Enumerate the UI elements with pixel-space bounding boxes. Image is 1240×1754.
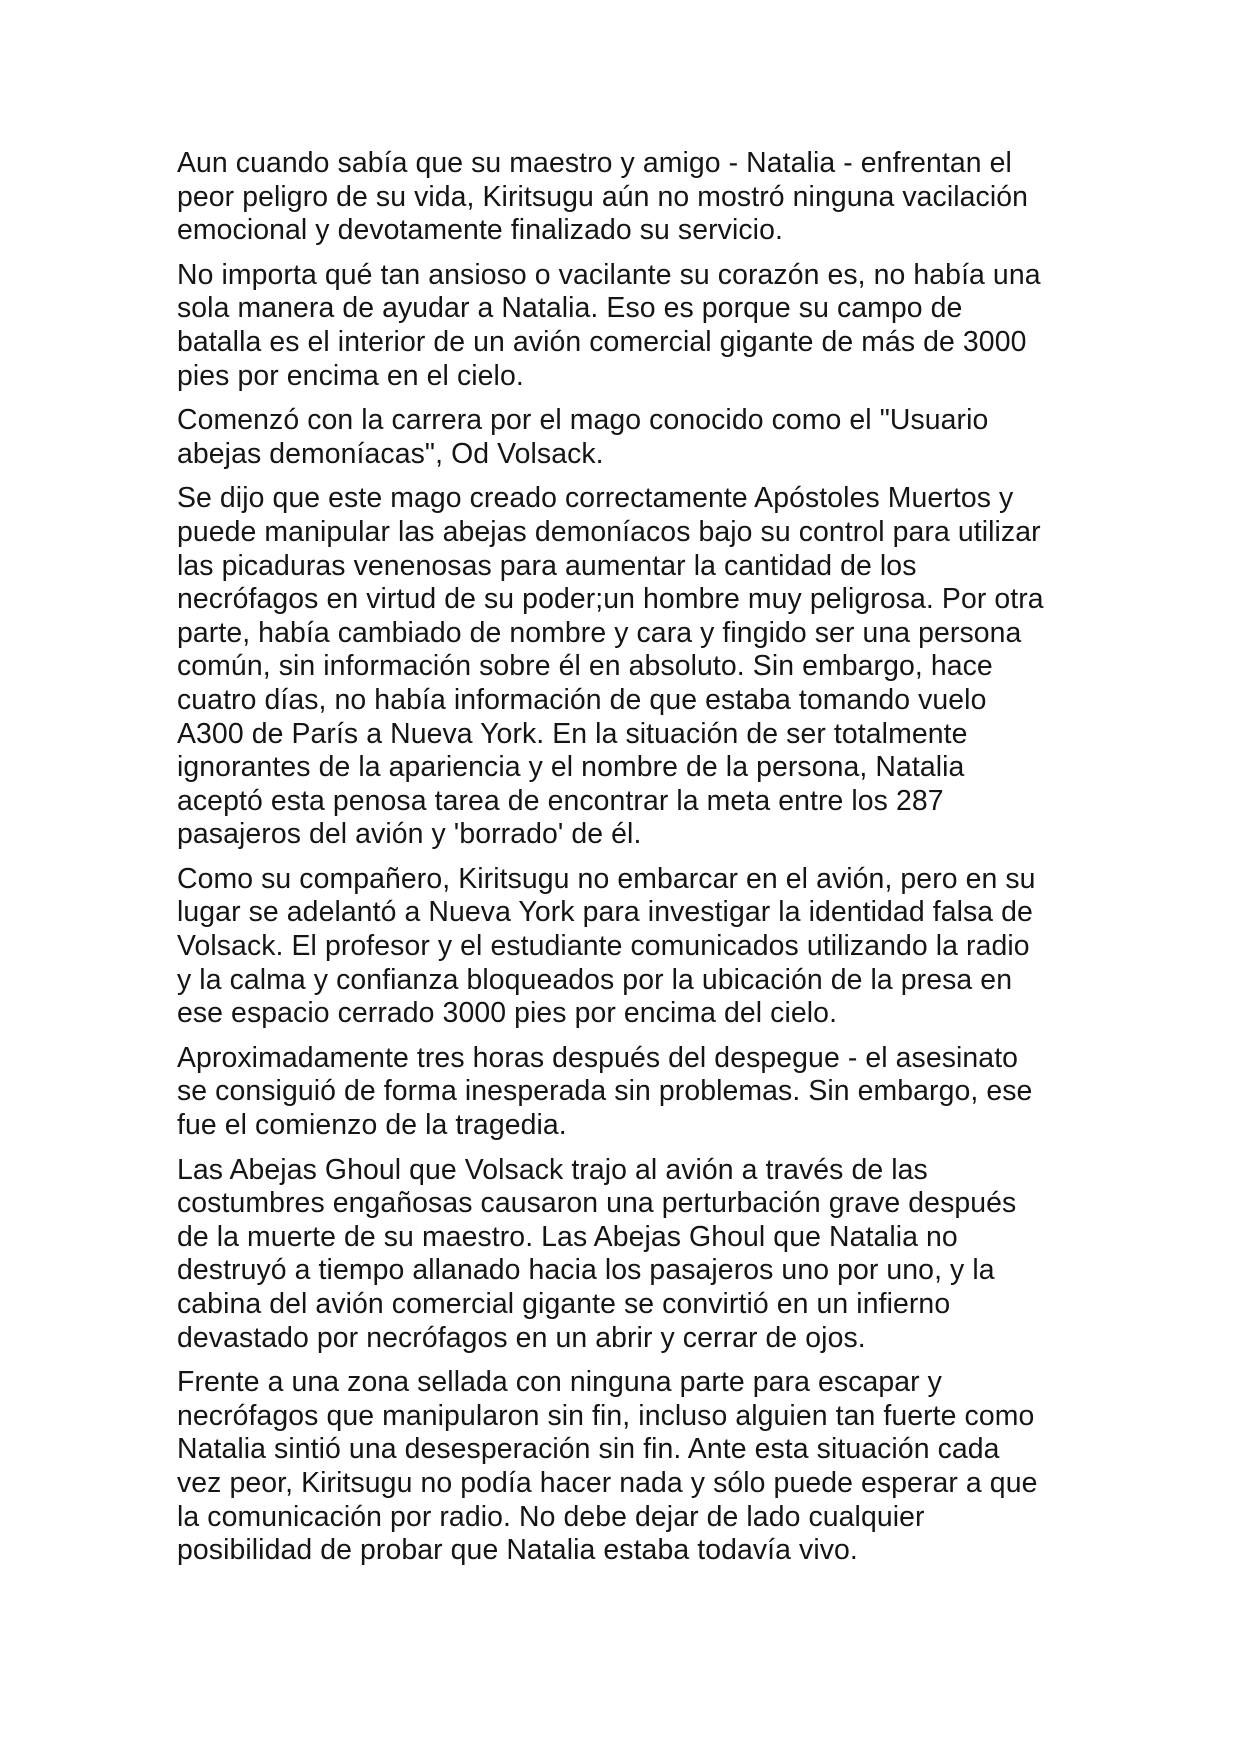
text-line: las picaduras venenosas para aumentar la cantidad de los (177, 549, 917, 582)
paragraph (177, 259, 1077, 393)
text-line: cabina del avión comercial gigante se convirtió en un infierno (177, 1288, 951, 1320)
text-line: se consiguió de forma inesperada sin problemas. Sin embargo, ese (177, 1075, 1033, 1108)
text-line: Frente a una zona sellada con ninguna parte para escapar y (177, 1366, 942, 1399)
text-line: batalla es el interior de un avión comercial gigante de más de 3000 (177, 325, 1027, 358)
text-line: No importa qué tan ansioso o vacilante su corazón es, no había una (177, 258, 1041, 291)
paragraph (177, 863, 1077, 1031)
document-body (177, 147, 1077, 1579)
text-line: vez peor, Kiritsugu no podía hacer nada y sólo puede esperar a que (177, 1466, 1038, 1499)
text-line: costumbres engañosas causaron una perturbación grave después (177, 1187, 1017, 1220)
text-line: ese espacio cerrado 3000 pies por encima del cielo. (177, 997, 838, 1030)
text-line: ignorantes de la apariencia y el nombre de la persona, Natalia (177, 751, 965, 784)
paragraph (177, 1366, 1077, 1568)
text-line: de la muerte de su maestro. Las Abejas Ghoul que Natalia no (177, 1220, 958, 1253)
text-line: fue el comienzo de la tragedia. (177, 1109, 567, 1142)
text-line: sola manera de ayudar a Natalia. Eso es porque su campo de (177, 292, 963, 325)
text-line: cuatro días, no había información de que estaba tomando vuelo (177, 683, 987, 716)
paragraph (177, 1154, 1077, 1356)
text-line: Como su compañero, Kiritsugu no embarcar en el avión, pero en su (177, 862, 1036, 895)
text-line: pasajeros del avión y 'borrado' de él. (177, 818, 642, 851)
text-line: lugar se adelantó a Nueva York para investigar la identidad falsa de (177, 896, 1033, 929)
text-line: y la calma y confianza bloqueados por la ubicación de la presa en (177, 963, 1013, 996)
text-line: abejas demoníacas", Od Volsack. (177, 437, 604, 470)
text-line: Comenzó con la carrera por el mago conocido como el "Usuario (177, 404, 989, 437)
text-line: posibilidad de probar que Natalia estaba todavía vivo. (177, 1534, 858, 1567)
text-line: A300 de París a Nueva York. En la situación de ser totalmente (177, 717, 968, 750)
text-line: común, sin información sobre él en absoluto. Sin embargo, hace (177, 650, 993, 683)
paragraph (177, 404, 1077, 471)
paragraph (177, 482, 1077, 852)
paragraph (177, 147, 1077, 248)
text-line: Aun cuando sabía que su maestro y amigo - Natalia - enfrentan el (177, 147, 1012, 179)
paragraph (177, 1042, 1077, 1143)
text-line: destruyó a tiempo allanado hacia los pasajeros uno por uno, y la (177, 1254, 995, 1287)
text-line: aceptó esta penosa tarea de encontrar la meta entre los 287 (177, 784, 944, 817)
text-line: devastado por necrófagos en un abrir y cerrar de ojos. (177, 1321, 866, 1354)
text-line: la comunicación por radio. No debe dejar de lado cualquier (177, 1500, 925, 1533)
text-line: Volsack. El profesor y el estudiante comunicados utilizando la radio (177, 930, 1030, 963)
text-line: emocional y devotamente finalizado su servicio. (177, 214, 783, 247)
text-line: puede manipular las abejas demoníacos bajo su control para utilizar (177, 515, 1041, 548)
text-line: pies por encima en el cielo. (177, 359, 524, 392)
text-line: peor peligro de su vida, Kiritsugu aún no mostró ninguna vacilación (177, 180, 1029, 213)
text-line: Aproximadamente tres horas después del despegue - el asesinato (177, 1041, 1019, 1074)
text-line: Las Abejas Ghoul que Volsack trajo al avión a través de las (177, 1153, 928, 1186)
text-line: parte, había cambiado de nombre y cara y fingido ser una persona (177, 616, 1022, 649)
text-line: Se dijo que este mago creado correctamente Apóstoles Muertos y (177, 482, 1014, 515)
text-line: necrófagos que manipularon sin fin, incluso alguien tan fuerte como (177, 1399, 1035, 1432)
text-line: necrófagos en virtud de su poder;un hombre muy peligrosa. Por otra (177, 583, 1044, 616)
text-line: Natalia sintió una desesperación sin fin. Ante esta situación cada (177, 1433, 1000, 1466)
